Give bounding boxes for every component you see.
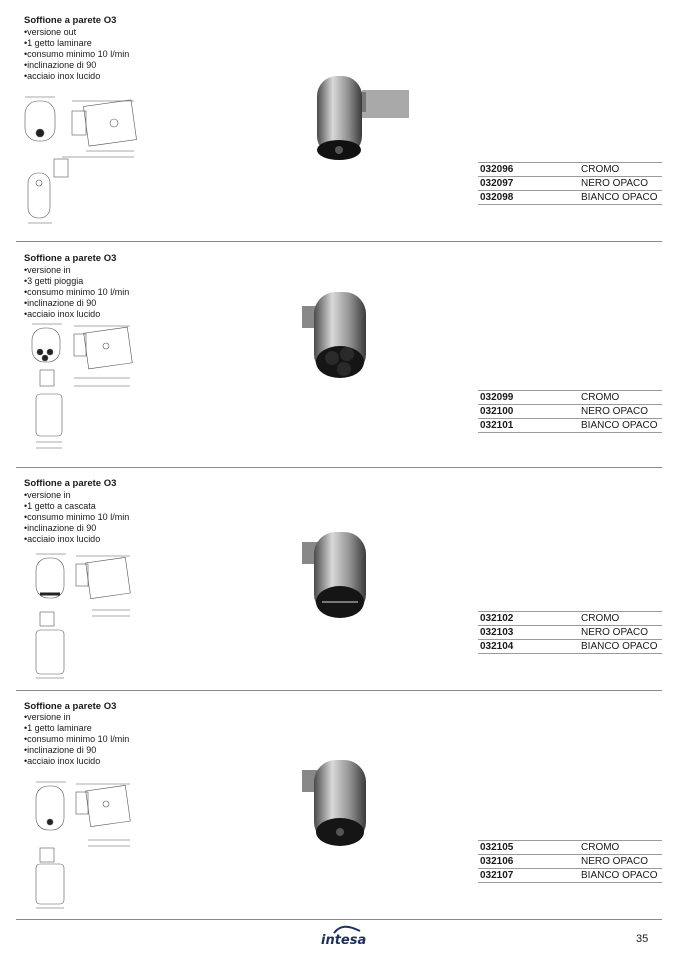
product-title: Soffione a parete O3: [24, 15, 117, 26]
product-code: 032107: [480, 870, 514, 881]
feature-list: [24, 265, 129, 320]
product-code: 032103: [480, 627, 514, 638]
table-row: [478, 162, 662, 176]
section-divider: [16, 241, 662, 242]
product-code: 032100: [480, 406, 514, 417]
feature-item: • versione in: [24, 490, 129, 501]
product-code: 032098: [480, 192, 514, 203]
footer-divider: [16, 919, 662, 920]
technical-drawing: [22, 778, 142, 913]
table-row: [478, 868, 662, 883]
table-row: [478, 639, 662, 654]
product-finish: NERO OPACO: [581, 406, 649, 417]
table-row: [478, 190, 662, 205]
section-divider: [16, 467, 662, 468]
product-finish: BIANCO OPACO: [581, 870, 658, 881]
product-code: 032097: [480, 178, 514, 189]
feature-item: • inclinazione di 90: [24, 523, 129, 534]
page-number: 35: [636, 933, 649, 945]
product-image: [300, 758, 375, 850]
table-row: [478, 176, 662, 190]
product-code: 032106: [480, 856, 514, 867]
feature-list: [24, 27, 129, 82]
variant-table: [478, 840, 662, 883]
technical-drawing: [22, 320, 142, 455]
feature-item: • inclinazione di 90: [24, 745, 129, 756]
technical-drawing: [22, 93, 142, 228]
product-finish: NERO OPACO: [581, 627, 649, 638]
product-finish: NERO OPACO: [581, 856, 649, 867]
feature-item: • 1 getto a cascata: [24, 501, 129, 512]
product-code: 032105: [480, 842, 514, 853]
brand-logo: [320, 925, 366, 951]
feature-item: • versione in: [24, 265, 129, 276]
product-code: 032096: [480, 164, 514, 175]
product-image: [300, 290, 375, 382]
product-title: Soffione a parete O3: [24, 253, 117, 264]
feature-item: • acciaio inox lucido: [24, 756, 129, 767]
product-finish: CROMO: [581, 392, 620, 403]
variant-table: [478, 162, 662, 205]
feature-item: • 1 getto laminare: [24, 723, 129, 734]
product-image: [314, 72, 412, 164]
product-title: Soffione a parete O3: [24, 701, 117, 712]
product-code: 032102: [480, 613, 514, 624]
product-image: [300, 530, 375, 622]
table-row: [478, 390, 662, 404]
feature-item: • acciaio inox lucido: [24, 534, 129, 545]
variant-table: [478, 390, 662, 433]
product-finish: CROMO: [581, 842, 620, 853]
table-row: [478, 404, 662, 418]
feature-list: [24, 712, 129, 767]
feature-item: • versione out: [24, 27, 129, 38]
product-finish: BIANCO OPACO: [581, 641, 658, 652]
feature-item: • acciaio inox lucido: [24, 71, 129, 82]
feature-item: • inclinazione di 90: [24, 298, 129, 309]
table-row: [478, 840, 662, 854]
technical-drawing: [22, 550, 142, 685]
brand-name: intesa: [321, 933, 367, 948]
section-divider: [16, 690, 662, 691]
feature-item: • 1 getto laminare: [24, 38, 129, 49]
product-finish: CROMO: [581, 613, 620, 624]
feature-list: [24, 490, 129, 545]
feature-item: • 3 getti pioggia: [24, 276, 129, 287]
variant-table: [478, 611, 662, 654]
feature-item: • consumo minimo 10 l/min: [24, 287, 129, 298]
feature-item: • consumo minimo 10 l/min: [24, 734, 129, 745]
product-finish: NERO OPACO: [581, 178, 649, 189]
table-row: [478, 418, 662, 433]
table-row: [478, 611, 662, 625]
product-code: 032104: [480, 641, 514, 652]
feature-item: • consumo minimo 10 l/min: [24, 49, 129, 60]
product-code: 032101: [480, 420, 514, 431]
feature-item: • consumo minimo 10 l/min: [24, 512, 129, 523]
product-finish: BIANCO OPACO: [581, 192, 658, 203]
table-row: [478, 854, 662, 868]
feature-item: • versione in: [24, 712, 129, 723]
product-title: Soffione a parete O3: [24, 478, 117, 489]
table-row: [478, 625, 662, 639]
product-code: 032099: [480, 392, 514, 403]
feature-item: • inclinazione di 90: [24, 60, 129, 71]
product-finish: CROMO: [581, 164, 620, 175]
product-finish: BIANCO OPACO: [581, 420, 658, 431]
feature-item: • acciaio inox lucido: [24, 309, 129, 320]
